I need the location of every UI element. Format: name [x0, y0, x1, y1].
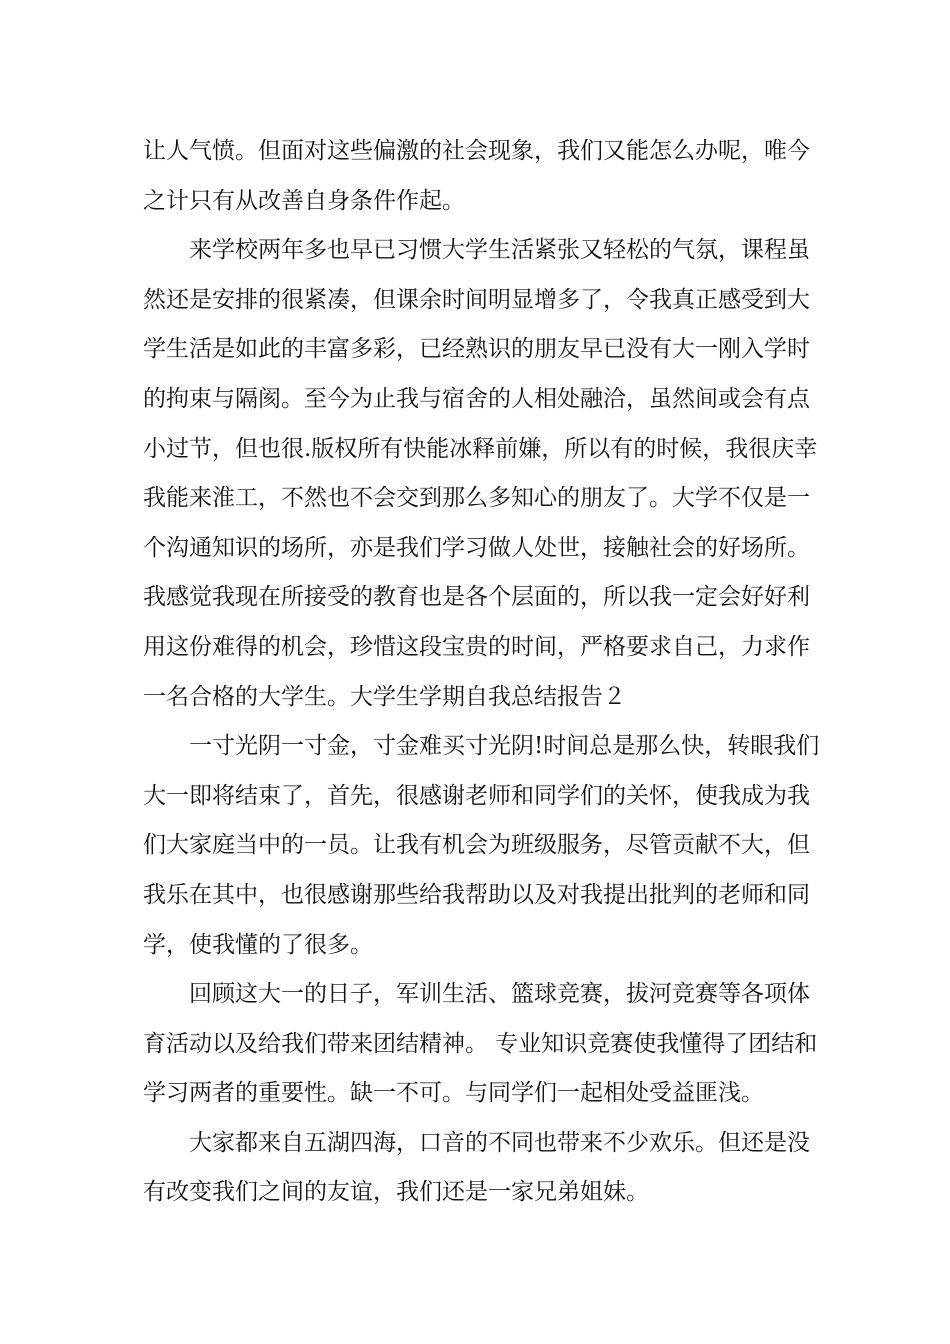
- text-line: 让人气愤。但面对这些偏激的社会现象，我们又能怎么办呢，唯今: [143, 138, 810, 164]
- text-line: 学，使我懂的了很多。: [143, 931, 373, 958]
- text-line: 小过节，但也很.版权所有快能冰释前嫌，所以有的时候，我很庆幸: [143, 435, 818, 462]
- text-line: 个沟通知识的场所，亦是我们学习做人处世，接触社会的好场所。: [143, 534, 810, 561]
- text-line: 育活动以及给我们带来团结精神。 专业知识竞赛使我懂得了团结和: [143, 1030, 818, 1057]
- text-line: 我能来淮工，不然也不会交到那么多知心的朋友了。大学不仅是一: [143, 485, 810, 512]
- text-line: 学生活是如此的丰富多彩，已经熟识的朋友早已没有大一刚入学时: [143, 336, 810, 363]
- text-line: 来学校两年多也早已习惯大学生活紧张又轻松的气氛，课程虽: [189, 237, 810, 264]
- text-line: 的拘束与隔阂。至今为止我与宿舍的人相处融洽，虽然间或会有点: [143, 385, 810, 412]
- text-line: 回顾这大一的日子，军训生活、篮球竞赛，拔河竞赛等各项体: [189, 981, 810, 1008]
- text-line: 之计只有从改善自身条件作起。: [143, 187, 465, 214]
- text-line: 我感觉我现在所接受的教育也是各个层面的，所以我一定会好好利: [143, 584, 810, 611]
- text-line: 大一即将结束了，首先，很感谢老师和同学们的关怀，使我成为我: [143, 782, 810, 809]
- text-line: 大家都来自五湖四海，口音的不同也带来不少欢乐。但还是没: [189, 1129, 810, 1156]
- text-line: 们大家庭当中的一员。让我有机会为班级服务，尽管贡献不大，但: [143, 832, 810, 859]
- text-line: 一寸光阴一寸金，寸金难买寸光阴!时间总是那么快，转眼我们: [189, 733, 820, 760]
- text-line: 学习两者的重要性。缺一不可。与同学们一起相处受益匪浅。: [143, 1080, 764, 1107]
- text-line: 用这份难得的机会，珍惜这段宝贵的时间，严格要求自己，力求作: [143, 633, 810, 660]
- text-line: 我乐在其中，也很感谢那些给我帮助以及对我提出批判的老师和同: [143, 881, 810, 908]
- text-line: 一名合格的大学生。大学生学期自我总结报告２: [143, 683, 626, 710]
- text-line: 然还是安排的很紧凑，但课余时间明显增多了，令我真正感受到大: [143, 286, 810, 313]
- document-body: [143, 127, 820, 1218]
- text-line: 有改变我们之间的友谊，我们还是一家兄弟姐妹。: [143, 1179, 649, 1206]
